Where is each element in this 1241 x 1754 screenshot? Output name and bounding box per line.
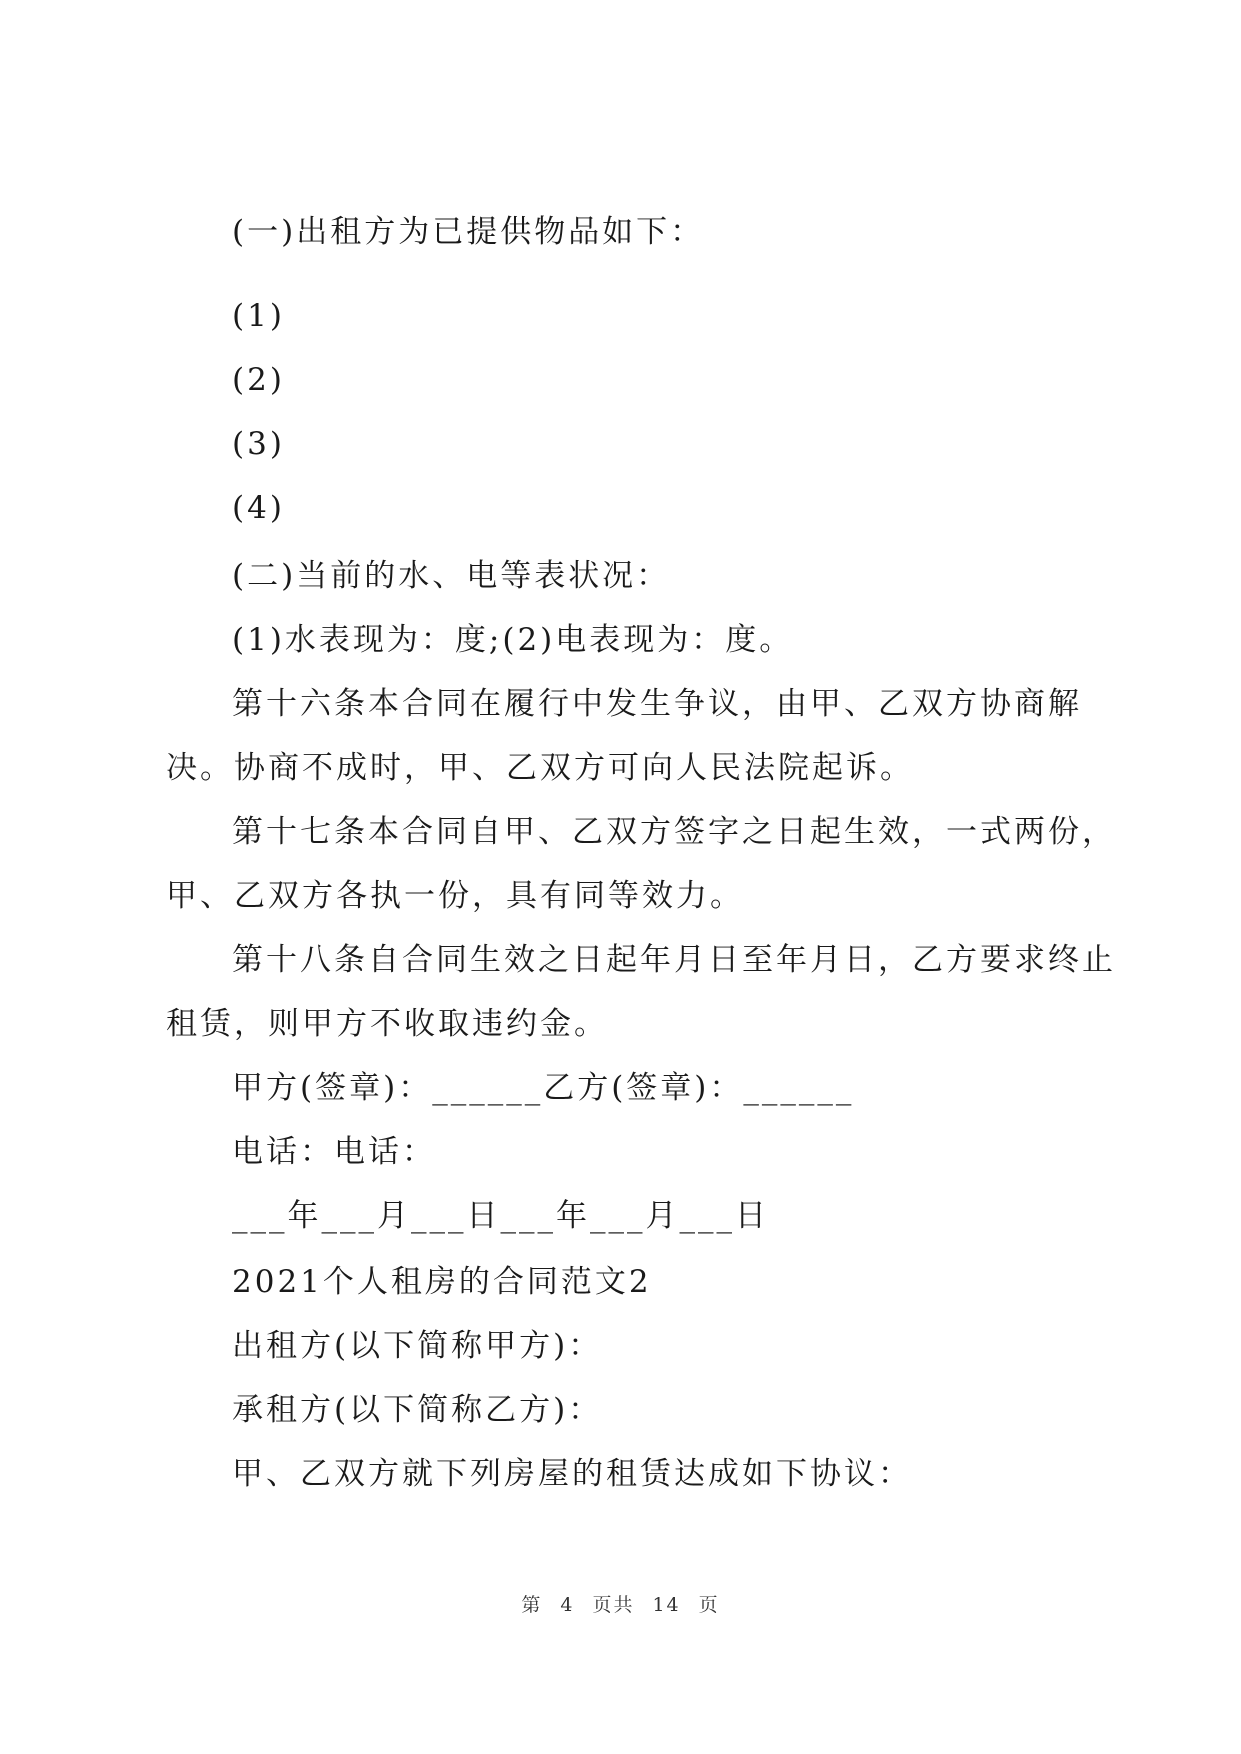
footer-ye: 页 — [698, 1594, 720, 1616]
section-title: 2021个人租房的合同范文2 — [232, 1264, 652, 1300]
footer-ye-gong: 页共 — [592, 1594, 635, 1616]
agreement-intro: 甲、乙双方就下列房屋的租赁达成如下协议： — [232, 1456, 912, 1492]
article-16-line-2: 决。协商不成时，甲、乙双方可向人民法院起诉。 — [166, 750, 914, 786]
list-heading-meters: (二)当前的水、电等表状况： — [232, 558, 671, 594]
list-item-2: (2) — [232, 362, 285, 398]
signature-line: 甲方(签章)：______乙方(签章)：______ — [232, 1070, 855, 1106]
lessor-line: 出租方(以下简称甲方)： — [232, 1328, 603, 1364]
page-footer — [0, 1590, 1241, 1617]
date-line: ___年___月___日___年___月___日 — [232, 1198, 769, 1234]
phone-line: 电话：电话： — [232, 1134, 436, 1170]
article-18-line-2: 租赁，则甲方不收取违约金。 — [166, 1006, 608, 1042]
lessee-line: 承租方(以下简称乙方)： — [232, 1392, 603, 1428]
article-18-line-1: 第十八条自合同生效之日起年月日至年月日，乙方要求终止 — [232, 942, 1116, 978]
footer-di: 第 — [521, 1594, 543, 1616]
article-17-line-1: 第十七条本合同自甲、乙双方签字之日起生效，一式两份， — [232, 814, 1116, 850]
list-heading-items: (一)出租方为已提供物品如下： — [232, 214, 705, 250]
footer-total-pages: 14 — [652, 1594, 681, 1616]
article-16-line-1: 第十六条本合同在履行中发生争议，由甲、乙双方协商解 — [232, 686, 1082, 722]
article-17-line-2: 甲、乙双方各执一份，具有同等效力。 — [166, 878, 744, 914]
footer-current-page: 4 — [560, 1594, 575, 1616]
list-item-4: (4) — [232, 490, 285, 526]
list-item-3: (3) — [232, 426, 285, 462]
list-item-1: (1) — [232, 298, 285, 334]
meter-readings: (1)水表现为：度;(2)电表现为：度。 — [232, 622, 794, 658]
